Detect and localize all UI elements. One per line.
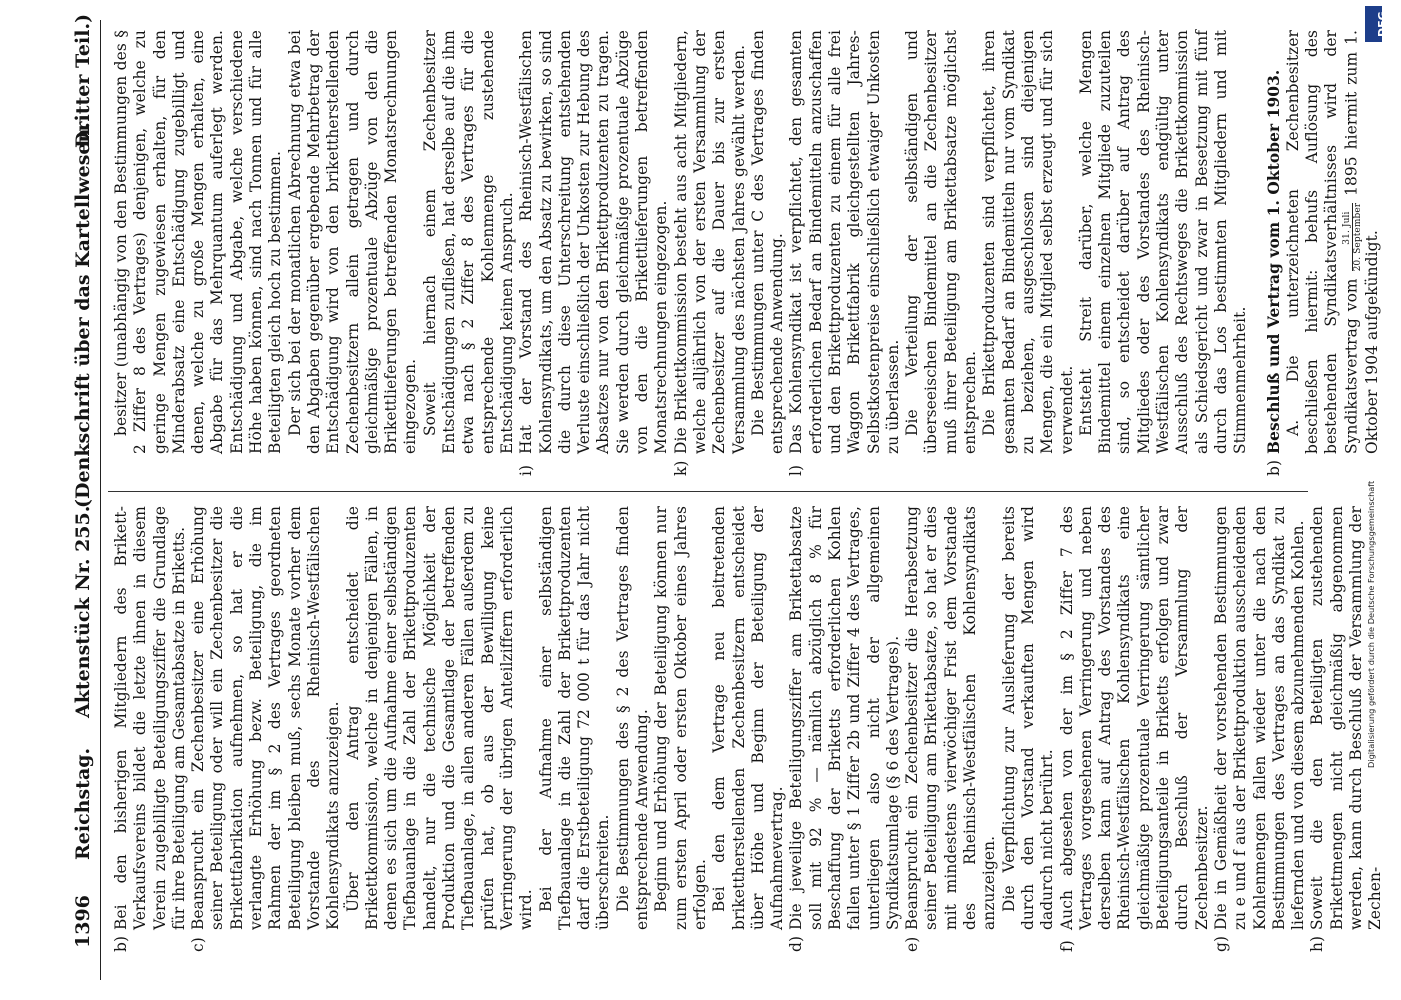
paragraph-text: Hat der Vorstand des Rheinisch-Westfälischen Kohlensyndikats, um den Absatz zu bewirken, so sind die durch diese Unterschreitung entstehenden Verluste einschließlich der Unkosten zur Hebung des Absatzes nur von den Brikettproduzenten zu tragen. Sie werden durch gleichmäßige prozentuale Abzüge von den die Brikettlieferungen betreffenden Monatsrechnungen eingezogen. xyxy=(517,30,671,454)
paragraph-text: Entsteht Streit darüber, welche Mengen Bindemittel einem einzelnen Mitgliede zuzuteilen sind, so entscheidet darüber auf Antrag des Mitgliedes oder des Vorstandes des Rheinisch-Westfälischen Kohlensyndikats endgültig unter Ausschluß des Rechtsweges die Brikettkommission als Schiedsgericht und zwar in Besetzung mit fünf durch das Los bestimmten Mitgliedern und mit Stimmenmehrheit. xyxy=(1076,30,1250,454)
paragraph-text: Beansprucht ein Zechenbesitzer eine Erhöhung seiner Beteiligung oder will ein Zechenbesitzer die Brikettfabrikation aufnehmen, so hat er die verlangte Erhöhung bezw. Beteiligung, die im Rahmen der im § 2 des Vertrages geordneten Beteiligung bleiben muß, sechs Monate vorher dem Vorstande des Rheinisch-Westfälischen Kohlensyndikats anzuzeigen. xyxy=(189,506,343,930)
paragraph xyxy=(903,30,980,476)
paragraph xyxy=(189,506,343,952)
paragraph xyxy=(537,506,614,952)
paragraph-text: Beginn und Erhöhung der Beteiligung können nur zum ersten April oder ersten Oktober eines Jahres erfolgen. xyxy=(652,506,709,930)
paragraph-text: Die Verpflichtung zur Auslieferung der bereits durch den Vorstand verkauften Mengen wird dadurch nicht berührt. xyxy=(999,506,1057,930)
paragraph xyxy=(344,506,537,952)
year: 1895 xyxy=(1342,149,1361,203)
right-column xyxy=(112,30,1382,476)
paragraph-text: Bei der Aufnahme einer selbständigen Tiefbauanlage in die Zahl der Brikettproduzenten darf die Erstbeteiligung 72 000 t für das Jahr nicht überschreiten. xyxy=(536,506,613,930)
paragraph-text: Die Verteilung der selbständigen und überseeischen Bindemittel an die Zechenbesitzer muß ihrer Beteiligung am Brikettabsatze möglichst entsprechen. xyxy=(903,30,980,454)
paragraph xyxy=(672,30,749,476)
paragraph-text: Soweit hiernach einem Zechenbesitzer Entschädigungen zufließen, hat derselbe auf die ihm etwa nach § 2 Ziffer 8 des Vertrages für die entsprechende Kohlenmenge zustehende Entschädigung keinen Anspruch. xyxy=(420,30,516,454)
paragraph xyxy=(1058,506,1212,952)
paragraph xyxy=(652,506,710,952)
paragraph-text: Die jeweilige Beteiligungsziffer am Brikettabsatze soll mit 92 % — nämlich abzüglich 8 % für Beschaffung der Briketts erforderlichen Kohlen fallen unter § 1 Ziffer 2b und Ziffer 4 des Vertrages, unterliegen also nicht der allgemeinen Syndikatsumlage (§ 6 des Vertrages). xyxy=(787,506,902,930)
source-label: Reichstag. xyxy=(72,747,94,860)
item-marker: g) xyxy=(1211,935,1230,952)
section-heading xyxy=(1265,30,1284,476)
document-label: Aktenstück Nr. 255. xyxy=(72,505,94,718)
paragraph xyxy=(112,506,189,952)
paragraph-text: Soweit die den Beteiligten zustehenden Brikettmengen nicht gleichmäßig abgenommen werden, kann durch Beschluß der Versammlung der Zechen- xyxy=(1308,506,1385,930)
paragraph xyxy=(1077,30,1251,476)
paragraph-text: Das Kohlensyndikat ist verpflichtet, den gesamten erforderlichen Bedarf an Bindemitteln anzuschaffen und den Brikettproduzenten zu einem für alle frei Waggon Brikettfabrik gleichgestellten Jahres-Selbstkostenpreise einschließlich etwaiger Unkosten zu überlassen. xyxy=(787,30,902,454)
section-title: Beschluß und Vertrag vom 1. Oktober 1903. xyxy=(1264,69,1283,454)
paragraph-text: Über den Antrag entscheidet die Brikettkommission, welche in denjenigen Fällen, in denen es sich um die Aufnahme einer selbständigen Tiefbauanlage in die Zahl der Brikettproduzenten handelt, nur die technische Möglichkeit der Produktion und die Gesamtlage der betreffenden Tiefbauanlage, in allen anderen Fällen außerdem zu prüfen hat, ob aus der Bewilligung keine Verringerung der übrigen Anteilziffern erforderlich wird. xyxy=(343,506,536,930)
left-column xyxy=(112,506,1386,952)
paragraph xyxy=(903,506,999,952)
paragraph-text: Die Brikettproduzenten sind verpflichtet, ihren gesamten Bedarf an Bindemitteln nur vom Syndikat zu beziehen, ausgeschlossen sind diejenigen Mengen, die ein Mitglied selbst erzeugt und für sich verwendet. xyxy=(980,30,1076,454)
paragraph xyxy=(112,30,286,476)
item-marker: d) xyxy=(787,935,806,952)
paragraph xyxy=(749,30,788,476)
subject-label: (Denkschrift über das Kartellwesen. xyxy=(72,122,94,508)
part-label: Dritter Teil.) xyxy=(72,13,94,148)
paragraph xyxy=(1212,506,1308,952)
item-marker: e) xyxy=(903,936,922,952)
paragraph xyxy=(787,506,903,952)
item-marker: k) xyxy=(671,460,690,476)
paragraph-text: A. Die unterzeichneten Zechenbesitzer beschließen hiermit: behufs Auflösung des bestehenden Syndikatsverhältnisses wird der Syndikatsvertrag vom xyxy=(1283,30,1361,454)
paragraph xyxy=(980,30,1076,476)
paragraph-text: Auch abgesehen von der im § 2 Ziffer 7 des Vertrages vorgesehenen Verringerung und neben derselben kann auf Antrag des Vorstandes des Rheinisch-Westfälischen Kohlensyndikats eine gleichmäßige prozentuale Verringerung sämtlicher Beteiligungsanteile in Briketts erfolgen und zwar durch Beschluß der Versammlung der Zechenbesitzer. xyxy=(1057,506,1211,930)
paragraph-text: Beansprucht ein Zechenbesitzer die Herabsetzung seiner Beteiligung am Brikettabsatze, so hat er dies mit mindestens vierwöchiger Frist dem Vorstande des Rheinisch-Westfälischen Kohlensyndikats anzuzeigen. xyxy=(903,506,999,930)
paragraph xyxy=(421,30,517,476)
paragraph-text: Die Bestimmungen unter C des Vertrages finden entsprechende Anwendung. xyxy=(748,30,787,454)
paragraph-text: Die Brikettkommission besteht aus acht Mitgliedern, welche alljährlich von der ersten Versammlung der Zechenbesitzer auf die Dauer bis zur ersten Versammlung des nächsten Jahres gewählt werden. xyxy=(671,30,748,454)
paragraph xyxy=(286,30,421,476)
paragraph xyxy=(1000,506,1058,952)
column-divider xyxy=(108,491,1308,492)
paragraph-text: Die in Gemäßheit der vorstehenden Bestimmungen zu e und f aus der Brikettproduktion ausscheidenden Kohlenmengen fallen wieder unter die nach den Bestimmungen des Vertrages an das Syndikat zu liefernden und von diesem abzunehmenden Kohlen. xyxy=(1211,506,1308,930)
digitization-note: Digitalisierung gefördert durch die Deutsche Forschungsgemeinschaft xyxy=(1366,480,1376,768)
item-marker: c) xyxy=(189,937,208,952)
paragraph xyxy=(787,30,903,476)
paragraph-text: besitzer (unabhängig von den Bestimmungen des § 2 Ziffer 8 des Vertrages) denjenigen, welche zu geringe Mengen zugewiesen erhalten, für den Minderabsatz eine Entschädigung zugebilligt und denen, welche zu große Mengen erhalten, eine Abgabe für das Mehrquantum auferlegt werden. Entschädigung und Abgabe, welche verschiedene Höhe haben können, sind nach Tonnen und für alle Beteiligten gleich hoch zu bestimmen. xyxy=(112,30,285,454)
header-rule xyxy=(100,20,101,980)
item-marker: f) xyxy=(1057,940,1076,952)
paragraph-text: hiermit zum 1. Oktober 1904 aufgekündigt. xyxy=(1342,30,1381,454)
paragraph-text: Die Bestimmungen des § 2 des Vertrages finden entsprechende Anwendung. xyxy=(613,506,652,930)
item-marker: h) xyxy=(1308,935,1327,952)
date-top: 31. Juli xyxy=(1342,203,1353,272)
paragraph-text: Bei den dem Vertrage neu beitretenden brikettherstellenden Zechenbesitzern entscheidet über Höhe und Beginn der Beteiligung der Aufnahmevertrag. xyxy=(710,506,787,930)
paragraph-text: Bei den bisherigen Mitgliedern des Brikett-Verkaufsvereins bildet die letzte ihnen in diesem Verein zugebilligte Beteiligungsziffer die Grundlage für ihre Beteiligung am Gesamtabsatze in Briketts. xyxy=(112,506,188,930)
date-bottom: 20. September xyxy=(1352,202,1363,272)
paragraph xyxy=(614,506,653,952)
item-marker: b) xyxy=(112,935,130,952)
paragraph xyxy=(710,506,787,952)
paragraph-text: Der sich bei der monatlichen Abrechnung etwa bei den Abgaben gegenüber ergebende Mehrbetrag der Entschädigung wird von den brikettherstellenden Zechenbesitzern allein getragen und durch gleichmäßige prozentuale Abzüge von den die Brikettlieferungen betreffenden Monatsrechnungen eingezogen. xyxy=(285,30,420,454)
page-header xyxy=(72,13,100,948)
dfg-logo: DFG xyxy=(1365,6,1382,42)
date-fraction xyxy=(1342,203,1363,272)
item-marker: l) xyxy=(787,464,806,476)
item-marker: i) xyxy=(517,464,536,476)
page-number: 1396 xyxy=(72,895,94,948)
paragraph xyxy=(517,30,671,476)
item-marker: b) xyxy=(1264,459,1283,476)
